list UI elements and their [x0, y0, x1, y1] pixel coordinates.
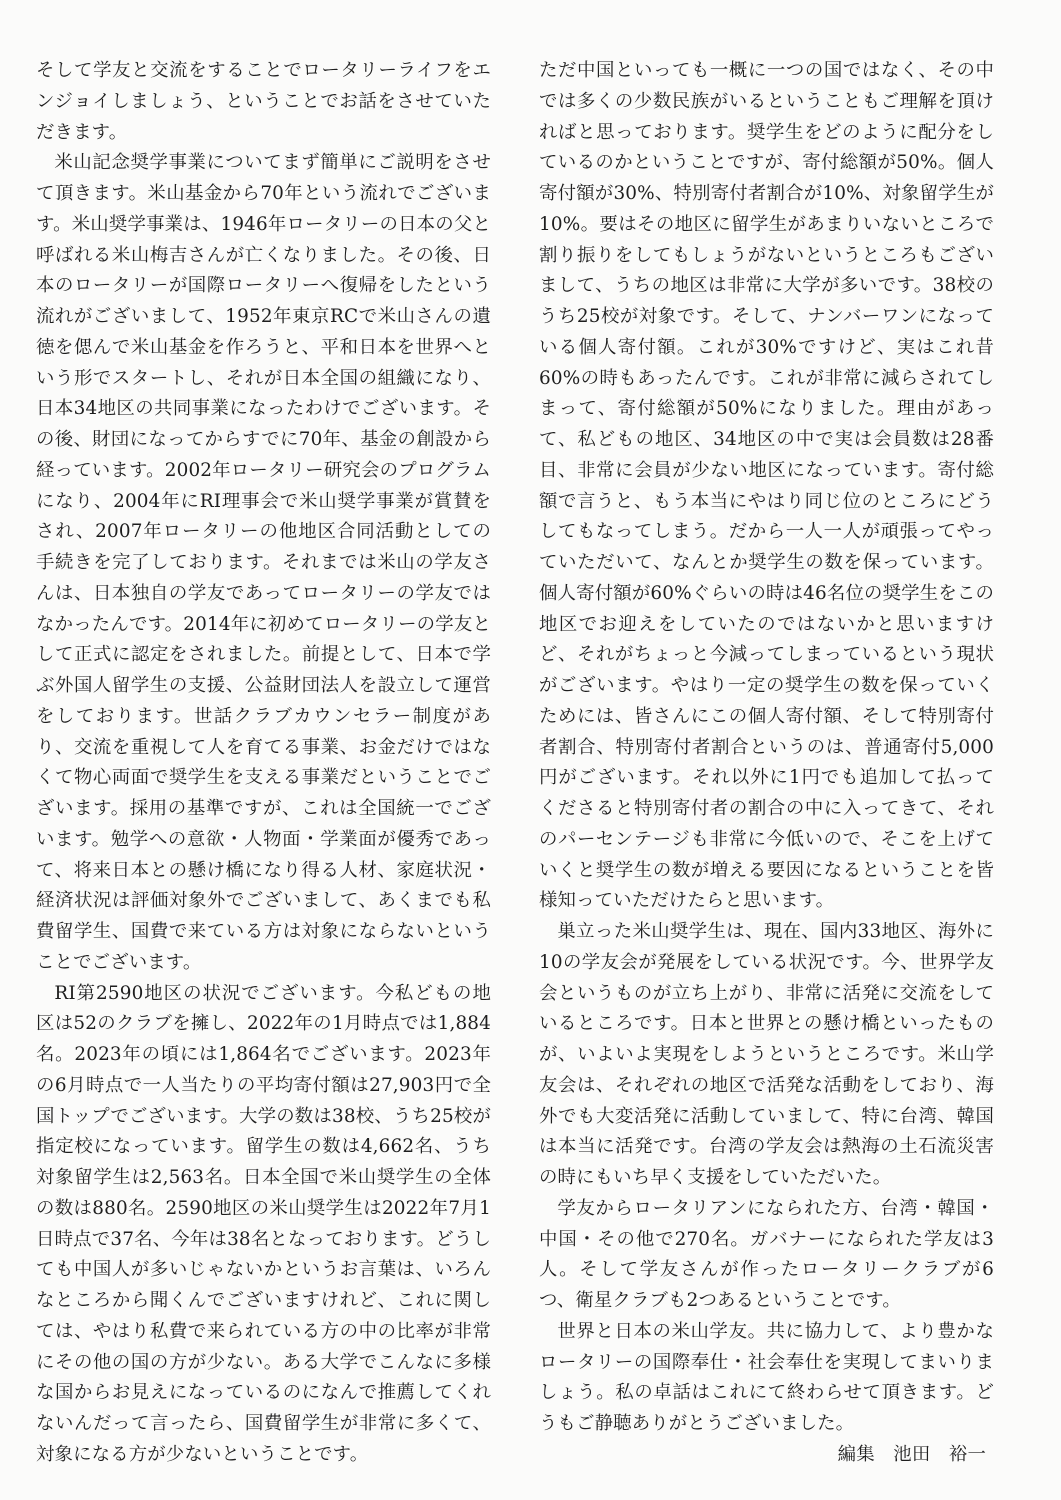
paragraph-alumni-associations: 巣立った米山奨学生は、現在、国内33地区、海外に10の学友会が発展をしている状況です。今、世界学友会というものが立ち上がり、非常に活発に交流をしているところです。日本と世界との懸け橋といったものが、いよいよ実現をしようというところです。米山学友会は、それぞれの地区で活発な活動をしており、海外でも大変活発に活動していまして、特に台湾、韓国は本当に活発です。台湾の学友会は熱海の土石流災害の時にもいち早く支援をしていただいた。: [539, 921, 994, 1188]
paragraph-yoneyama-history: 米山記念奨学事業についてまず簡単にご説明をさせて頂きます。米山基金から70年という流れでございます。米山奨学事業は、1946年ロータリーの日本の父と呼ばれる米山梅吉さんが亡くなりました。その後、日本のロータリーが国際ロータリーへ復帰をしたという流れがございまして、1952年東京RCで米山さんの遺徳を偲んで米山基金を作ろうと、平和日本を世界へという形でスタートし、それが日本全国の組織になり、日本34地区の共同事業になったわけでございます。その後、財団になってからすでに70年、基金の創設から経っています。2002年ロータリー研究会のプログラムになり、2004年にRI理事会で米山奨学事業が賞賛をされ、2007年ロータリーの他地区合同活動としての手続きを完了しております。それまでは米山の学友さんは、日本独自の学友であってロータリーの学友ではなかったんです。2014年に初めてロータリーの学友として正式に認定をされました。前提として、日本で学ぶ外国人留学生の支援、公益財団法人を設立して運営をしております。世話クラブカウンセラー制度があり、交流を重視して人を育てる事業、お金だけではなくて物心両面で奨学生を支える事業だということでございます。採用の基準ですが、これは全国統一でございます。勉学への意欲・人物面・学業面が優秀であって、将来日本との懸け橋になり得る人材、家庭状況・経済状況は評価対象外でございまして、あくまでも私費留学生、国費で来ている方は対象にならないということでございます。: [36, 152, 491, 973]
paragraph-intro: そして学友と交流をすることでロータリーライフをエンジョイしましょう、ということでお話をさせていただきます。: [36, 60, 491, 143]
editor-credit: 編集 池田 裕一: [837, 1443, 986, 1465]
right-column: [539, 56, 994, 1471]
left-column: [36, 56, 491, 1471]
paragraph-scholar-allocation: ただ中国といっても一概に一つの国ではなく、その中では多くの少数民族がいるということもご理解を頂ければと思っております。奨学生をどのように配分をしているのかということですが、寄付総額が50%。個人寄付額が30%、特別寄付者割合が10%、対象留学生が10%。要はその地区に留学生があまりいないところで割り振りをしてもしょうがないというところもございまして、うちの地区は非常に大学が多いです。38校のうち25校が対象です。そして、ナンバーワンになっている個人寄付額。これが30%ですけど、実はこれ昔60%の時もあったんです。これが非常に減らされてしまって、寄付総額が50%になりました。理由があって、私どもの地区、34地区の中で実は会員数は28番目、非常に会員が少ない地区になっています。寄付総額で言うと、もう本当にやはり同じ位のところにどうしてもなってしまう。だから一人一人が頑張ってやっていただいて、なんとか奨学生の数を保っています。個人寄付額が60%ぐらいの時は46名位の奨学生をこの地区でお迎えをしていたのではないかと思いますけど、それがちょっと今減ってしまっているという現状がございます。やはり一定の奨学生の数を保っていくためには、皆さんにこの個人寄付額、そして特別寄付者割合、特別寄付者割合というのは、普通寄付5,000円がございます。それ以外に1円でも追加して払ってくださると特別寄付者の割合の中に入ってきて、それのパーセンテージも非常に今低いので、そこを上げていくと奨学生の数が増える要因になるということを皆様知っていただけたらと思います。: [539, 60, 994, 912]
paragraph-district-2590: RI第2590地区の状況でございます。今私どもの地区は52のクラブを擁し、2022年の1月時点では1,884名。2023年の頃には1,864名でございます。2023年の6月時点で一人当たりの平均寄付額は27,903円で全国トップでございます。大学の数は38校、うち25校が指定校になっています。留学生の数は4,662名、うち対象留学生は2,563名。日本全国で米山奨学生の全体の数は880名。2590地区の米山奨学生は2022年7月1日時点で37名、今年は38名となっております。どうしても中国人が多いじゃないかというお言葉は、いろんなところから聞くんでございますけれど、これに関しては、やはり私費で来られている方の中の比率が非常にその他の国の方が少ない。ある大学でこんなに多様な国からお見えになっているのになんで推薦してくれないんだって言ったら、国費留学生が非常に多くて、対象になる方が少ないということです。: [36, 982, 491, 1465]
paragraph-alumni-rotarians: 学友からロータリアンになられた方、台湾・韓国・中国・その他で270名。ガバナーになられた学友は3人。そして学友さんが作ったロータリークラブが6つ、衛星クラブも2つあるということです。: [539, 1197, 994, 1311]
paragraph-closing: 世界と日本の米山学友。共に協力して、より豊かなロータリーの国際奉仕・社会奉仕を実現してまいりましょう。私の卓話はこれにて終わらせて頂きます。どうもご静聴ありがとうございました。: [539, 1320, 994, 1434]
